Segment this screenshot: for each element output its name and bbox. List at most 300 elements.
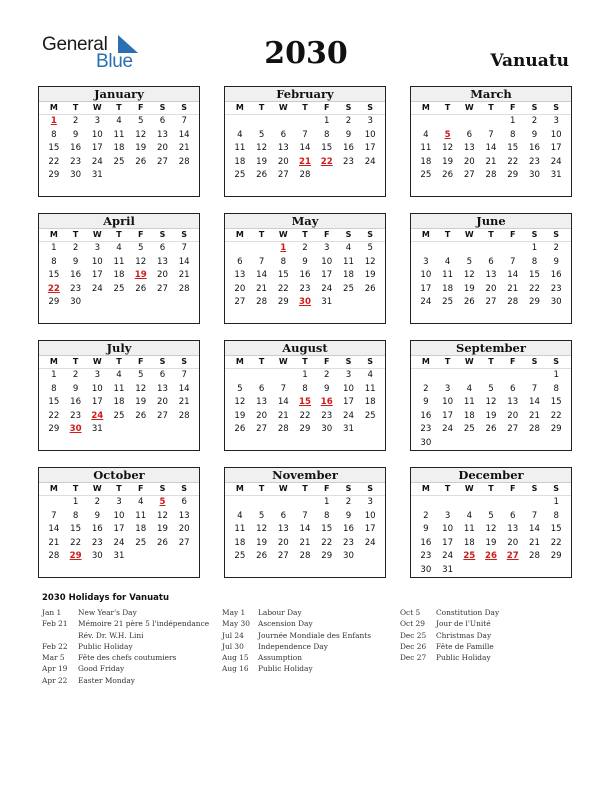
week-row [39,129,199,143]
weekday-label: F [138,230,144,239]
day-cell: 20 [277,537,289,548]
weekday-label: W [278,484,288,493]
weekday-label: S [181,103,188,112]
weekday-label: W [464,230,474,239]
day-cell: 23 [91,537,103,548]
day-cell: 21 [299,537,311,548]
day-cell: 30 [342,551,354,562]
holiday-name: Journée Mondiale des Enfants [258,630,371,640]
week-row [39,369,199,383]
day-cell: 12 [156,510,168,521]
weekday-label: M [49,103,58,112]
month-february [224,86,386,197]
day-cell: 12 [364,256,376,267]
day-cell: 2 [553,243,559,253]
day-cell: 19 [463,283,475,294]
day-cell: 16 [342,524,354,535]
weekday-label: F [138,103,144,112]
day-cell: 23 [70,156,82,167]
holiday-item [400,630,499,641]
day-cell: 20 [507,537,519,548]
empty-day-cell [294,115,316,129]
day-cell: 11 [113,256,125,267]
weekday-label: T [72,484,79,493]
week-row [411,523,571,537]
weekday-label: M [235,357,244,366]
day-cell: 7 [181,370,187,380]
day-cell: 13 [156,383,168,394]
month-june [410,213,572,324]
empty-day-cell [545,437,567,451]
day-cell: 22 [550,410,562,421]
weekday-header [225,483,385,496]
day-cell: 21 [485,156,497,167]
weekday-label: W [92,484,102,493]
day-cell: 1 [324,116,330,126]
empty-day-cell [229,369,251,383]
empty-day-cell [152,296,174,310]
week-row [225,523,385,537]
empty-day-cell [229,115,251,129]
day-cell: 27 [156,283,168,294]
weekday-label: W [464,484,474,493]
empty-day-cell [130,296,152,310]
holiday-day-cell: 26 [485,551,497,562]
week-row [411,496,571,510]
weekday-label: S [553,103,560,112]
month-july [38,340,200,451]
day-cell: 5 [258,129,265,140]
holiday-name: New Year's Day [78,608,137,617]
weekday-label: W [278,230,288,239]
empty-day-cell [480,496,502,510]
day-cell: 4 [466,510,473,521]
empty-day-cell [502,564,524,578]
week-row [39,410,199,424]
day-cell: 4 [444,256,451,267]
day-cell: 17 [91,397,103,408]
week-row [411,550,571,564]
empty-day-cell [152,169,174,183]
weekday-label: T [116,484,122,493]
month-title: November [225,468,385,483]
day-cell: 16 [70,270,82,281]
day-cell: 26 [463,297,475,308]
day-cell: 13 [156,129,168,140]
day-cell: 30 [70,297,82,308]
holiday-item [400,607,499,618]
day-cell: 1 [510,116,516,126]
day-cell: 2 [423,383,429,394]
day-cell: 10 [113,510,125,521]
day-cell: 9 [423,524,429,535]
empty-day-cell [251,369,273,383]
day-cell: 28 [485,170,497,181]
day-cell: 24 [91,156,103,167]
week-row [411,129,571,143]
day-cell: 24 [113,537,125,548]
day-cell: 1 [324,497,330,507]
day-cell: 13 [485,270,497,281]
weekday-label: T [444,357,451,366]
day-cell: 5 [237,383,243,394]
day-cell: 20 [156,143,168,154]
holiday-name: Jour de l'Unité [436,619,491,629]
day-cell: 25 [135,537,147,548]
holiday-date: Feb 21 [42,619,68,629]
empty-day-cell [152,423,174,437]
empty-day-cell [502,369,524,383]
empty-day-cell [458,564,480,578]
week-row [39,510,199,524]
day-cell: 10 [342,383,354,394]
empty-day-cell [415,242,437,256]
week-row [39,523,199,537]
holiday-item [222,663,371,674]
weekday-label: T [116,357,122,366]
day-cell: 7 [181,116,187,126]
day-cell: 18 [463,537,475,548]
weekday-label: T [444,484,451,493]
weekday-label: T [258,103,265,112]
empty-day-cell [458,242,480,256]
weekday-label: S [367,357,374,366]
month-title: June [411,214,571,229]
empty-day-cell [480,242,502,256]
day-cell: 25 [442,297,454,308]
day-cell: 16 [420,537,432,548]
week-row [39,423,199,437]
day-cell: 23 [420,551,432,562]
day-cell: 14 [178,383,190,394]
holiday-day-cell: 30 [69,424,82,435]
weekday-label: F [324,357,330,366]
week-row [39,142,199,156]
day-cell: 6 [258,383,265,394]
day-cell: 18 [420,156,432,167]
day-cell: 6 [510,510,516,521]
week-row [411,269,571,283]
weekday-label: M [235,484,244,493]
weekday-label: S [181,357,188,366]
day-cell: 7 [510,256,516,267]
day-cell: 4 [367,370,373,380]
empty-day-cell [437,115,459,129]
day-cell: 4 [466,383,473,394]
day-cell: 7 [488,129,494,140]
day-cell: 27 [277,170,289,181]
holiday-item [42,607,209,618]
day-cell: 13 [277,524,289,535]
day-cell: 22 [48,410,60,421]
day-cell: 23 [420,424,432,435]
week-row [225,283,385,297]
day-cell: 11 [364,383,376,394]
day-cell: 30 [528,170,540,181]
day-cell: 3 [444,510,451,521]
day-cell: 21 [48,537,60,548]
day-cell: 5 [138,243,144,253]
day-cell: 24 [342,410,354,421]
holiday-day-cell: 5 [444,129,451,140]
day-cell: 10 [550,129,562,140]
day-cell: 10 [420,270,432,281]
holiday-item [42,641,209,652]
week-row [225,115,385,129]
day-cell: 12 [256,143,268,154]
day-cell: 3 [94,370,101,380]
day-cell: 21 [277,410,289,421]
country-name: Vanuatu [490,51,569,71]
holiday-date: Aug 15 [222,653,249,663]
week-row [39,242,199,256]
day-cell: 14 [178,129,190,140]
day-cell: 14 [277,397,289,408]
day-cell: 28 [178,283,190,294]
holiday-name: Constitution Day [436,608,500,617]
day-cell: 27 [507,424,519,435]
day-cell: 12 [442,143,454,154]
day-cell: 22 [528,283,540,294]
week-row [411,537,571,551]
weekday-label: F [510,357,516,366]
day-cell: 18 [113,270,125,281]
holiday-name: Ascension Day [258,619,313,629]
day-cell: 4 [237,510,243,521]
week-row [225,496,385,510]
weekday-label: M [49,230,58,239]
day-cell: 15 [277,270,289,281]
weekday-label: F [138,357,144,366]
day-cell: 10 [364,510,376,521]
empty-day-cell [480,564,502,578]
day-cell: 20 [156,270,168,281]
day-cell: 2 [72,370,79,380]
day-cell: 27 [485,297,497,308]
day-cell: 3 [423,256,429,267]
day-cell: 26 [442,170,454,181]
month-title: July [39,341,199,356]
day-cell: 30 [91,551,103,562]
day-cell: 4 [116,243,122,253]
empty-day-cell [108,296,130,310]
day-cell: 17 [442,410,454,421]
holiday-name: Good Friday [78,664,125,674]
empty-day-cell [108,423,130,437]
weekday-label: T [258,357,265,366]
weekday-header [225,229,385,242]
day-cell: 6 [510,383,516,394]
day-cell: 9 [72,129,79,140]
day-cell: 2 [531,116,538,126]
day-cell: 17 [420,283,432,294]
empty-day-cell [458,496,480,510]
weekday-label: M [235,230,244,239]
day-cell: 18 [342,270,354,281]
day-cell: 15 [48,143,60,154]
empty-day-cell [272,496,294,510]
day-cell: 30 [420,564,432,575]
day-cell: 16 [70,143,82,154]
day-cell: 1 [302,370,308,380]
weekday-label: T [258,230,265,239]
day-cell: 6 [159,116,166,126]
day-cell: 28 [507,297,519,308]
week-row [411,383,571,397]
day-cell: 20 [178,524,190,535]
weekday-label: T [488,103,494,112]
day-cell: 25 [463,424,475,435]
weekday-label: T [488,484,494,493]
empty-day-cell [415,369,437,383]
day-cell: 16 [528,143,540,154]
weekday-header [411,483,571,496]
day-cell: 9 [302,256,308,267]
weekday-label: F [324,484,330,493]
day-cell: 3 [444,383,451,394]
day-cell: 29 [299,424,311,435]
weekday-label: W [278,357,288,366]
day-cell: 8 [553,510,559,521]
holiday-day-cell: 1 [50,116,57,126]
weekday-label: S [553,230,560,239]
day-cell: 17 [364,143,376,154]
empty-day-cell [502,496,524,510]
day-cell: 5 [466,256,473,267]
day-cell: 7 [302,129,308,140]
day-cell: 9 [553,256,559,267]
day-cell: 27 [256,424,268,435]
day-cell: 2 [324,370,330,380]
holiday-date: Jul 24 [222,630,244,640]
holiday-date: May 1 [222,608,246,617]
day-cell: 22 [550,537,562,548]
day-cell: 23 [342,537,354,548]
empty-day-cell [480,115,502,129]
day-cell: 20 [277,156,289,167]
weekday-label: S [345,357,352,366]
empty-day-cell [437,437,459,451]
day-cell: 30 [70,170,82,181]
day-cell: 8 [51,383,57,394]
holiday-item [42,652,209,663]
day-cell: 17 [342,397,354,408]
day-cell: 7 [302,510,308,521]
month-december [410,467,572,578]
day-cell: 12 [234,397,246,408]
empty-day-cell [359,423,381,437]
weekday-label: T [72,230,79,239]
holiday-day-cell: 19 [134,270,147,281]
day-cell: 28 [528,424,540,435]
holiday-column [400,607,499,663]
day-cell: 2 [72,243,79,253]
weekday-label: S [367,484,374,493]
day-cell: 11 [420,143,432,154]
day-cell: 13 [178,510,190,521]
weekday-header [411,229,571,242]
day-cell: 11 [113,383,125,394]
day-cell: 3 [345,370,352,380]
day-cell: 29 [48,297,60,308]
weekday-label: W [278,103,288,112]
holiday-date: Aug 16 [222,664,249,674]
day-cell: 12 [135,129,147,140]
month-january [38,86,200,197]
day-cell: 7 [181,243,187,253]
month-title: March [411,87,571,102]
holiday-date: Feb 22 [42,641,68,651]
week-row [225,369,385,383]
empty-day-cell [524,564,546,578]
day-cell: 24 [442,424,454,435]
weekday-header [411,356,571,369]
holiday-item [400,618,499,629]
day-cell: 20 [507,410,519,421]
week-row [39,283,199,297]
day-cell: 10 [91,383,103,394]
week-row [225,156,385,170]
weekday-label: M [421,484,430,493]
week-row [39,396,199,410]
holiday-item [222,607,371,618]
holiday-column [42,607,209,686]
day-cell: 8 [280,256,287,267]
empty-day-cell [415,115,437,129]
day-cell: 10 [91,129,103,140]
weekday-label: M [421,103,430,112]
week-row [39,256,199,270]
day-cell: 17 [550,143,562,154]
day-cell: 8 [531,256,538,267]
week-row [411,564,571,578]
weekday-label: S [159,484,166,493]
page-header [0,0,612,84]
week-row [411,437,571,451]
day-cell: 19 [485,537,497,548]
month-title: September [411,341,571,356]
day-cell: 29 [550,424,562,435]
day-cell: 13 [463,143,475,154]
day-cell: 9 [94,510,101,521]
day-cell: 8 [324,129,330,140]
holiday-date: May 30 [222,619,250,629]
holiday-day-cell: 29 [69,551,82,562]
day-cell: 17 [364,524,376,535]
day-cell: 14 [507,270,519,281]
week-row [411,396,571,410]
day-cell: 21 [178,143,190,154]
day-cell: 9 [72,383,79,394]
day-cell: 5 [488,510,494,521]
day-cell: 6 [488,256,494,267]
day-cell: 11 [234,143,246,154]
day-cell: 13 [234,270,246,281]
day-cell: 8 [510,129,516,140]
month-title: May [225,214,385,229]
day-cell: 17 [113,524,125,535]
day-cell: 28 [256,297,268,308]
day-cell: 13 [507,524,519,535]
weekday-label: T [488,230,494,239]
day-cell: 3 [94,116,101,126]
weekday-label: S [159,357,166,366]
day-cell: 10 [321,256,333,267]
day-cell: 12 [256,524,268,535]
holiday-item [42,618,209,629]
brand-word-blue: Blue [96,51,133,72]
weekday-label: F [324,103,330,112]
